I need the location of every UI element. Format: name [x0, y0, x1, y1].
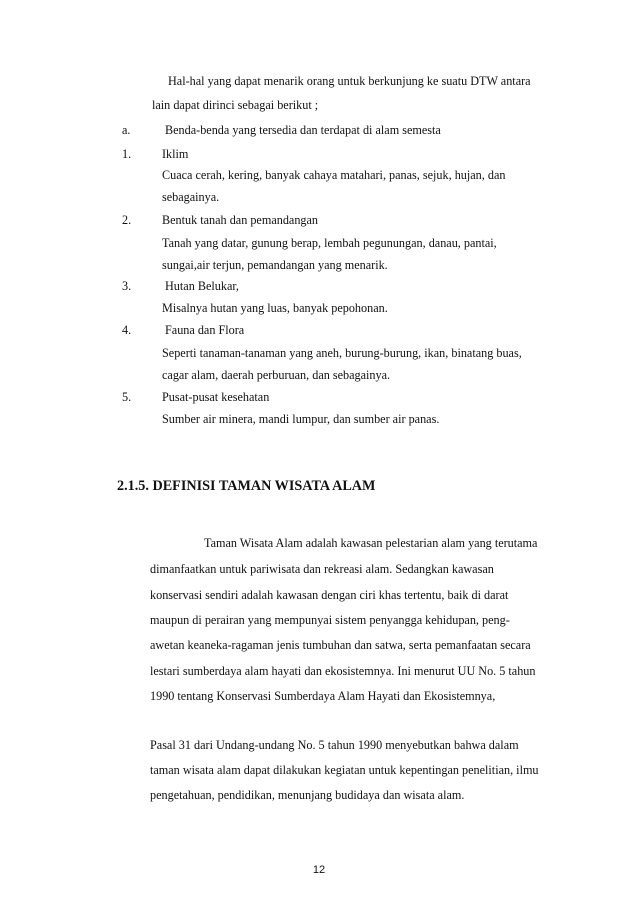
paragraph-line: dimanfaatkan untuk pariwisata dan rekreasi alam. Sedangkan kawasan	[150, 562, 494, 576]
list-item-title: Benda-benda yang tersedia dan terdapat di alam semesta	[165, 123, 441, 137]
list-marker: 5.	[122, 390, 132, 404]
list-item-title: Iklim	[162, 147, 189, 161]
list-marker: a.	[122, 123, 131, 137]
list-item-desc: sungai,air terjun, pemandangan yang menarik.	[162, 258, 388, 272]
list-item-desc: Misalnya hutan yang luas, banyak pepohonan.	[162, 301, 388, 315]
paragraph-line: Pasal 31 dari Undang-undang No. 5 tahun 1990 menyebutkan bahwa dalam	[150, 738, 519, 752]
list-item-desc: sebagainya.	[162, 190, 220, 204]
list-item-desc: Seperti tanaman-tanaman yang aneh, burung-burung, ikan, binatang buas,	[162, 346, 522, 360]
page-number: 12	[312, 864, 326, 876]
list-marker: 1.	[122, 147, 132, 161]
list-item-title: Pusat-pusat kesehatan	[162, 390, 270, 404]
paragraph-line: pengetahuan, pendidikan, menunjang budidaya dan wisata alam.	[150, 788, 465, 802]
paragraph-line: awetan keaneka-ragaman jenis tumbuhan dan satwa, serta pemanfaatan secara	[150, 638, 531, 652]
intro-line: Hal-hal yang dapat menarik orang untuk berkunjung ke suatu DTW antara	[168, 74, 531, 88]
paragraph-line: lestari sumberdaya alam hayati dan ekosistemnya. Ini menurut UU No. 5 tahun	[150, 664, 536, 678]
list-item-title: Bentuk tanah dan pemandangan	[162, 213, 319, 227]
list-item-title: Fauna dan Flora	[165, 323, 245, 337]
list-marker: 2.	[122, 213, 132, 227]
paragraph-line: Taman Wisata Alam adalah kawasan pelestarian alam yang terutama	[204, 536, 538, 550]
list-marker: 3.	[122, 279, 132, 293]
list-marker: 4.	[122, 323, 132, 337]
intro-line: lain dapat dirinci sebagai berikut ;	[152, 98, 319, 112]
list-item-desc: cagar alam, daerah perburuan, dan sebagainya.	[162, 368, 391, 382]
list-item-title: Hutan Belukar,	[165, 279, 239, 293]
paragraph-line: konservasi sendiri adalah kawasan dengan ciri khas tertentu, baik di darat	[150, 588, 509, 602]
section-heading: 2.1.5. DEFINISI TAMAN WISATA ALAM	[117, 478, 376, 494]
list-item-desc: Cuaca cerah, kering, banyak cahaya matahari, panas, sejuk, hujan, dan	[162, 168, 506, 182]
paragraph-line: maupun di perairan yang mempunyai sistem penyangga kehidupan, peng-	[150, 613, 510, 627]
list-item-desc: Tanah yang datar, gunung berap, lembah pegunungan, danau, pantai,	[162, 236, 497, 250]
list-item-desc: Sumber air minera, mandi lumpur, dan sumber air panas.	[162, 412, 440, 426]
paragraph-line: 1990 tentang Konservasi Sumberdaya Alam Hayati dan Ekosistemnya,	[150, 689, 496, 703]
paragraph-line: taman wisata alam dapat dilakukan kegiatan untuk kepentingan penelitian, ilmu	[150, 763, 539, 777]
